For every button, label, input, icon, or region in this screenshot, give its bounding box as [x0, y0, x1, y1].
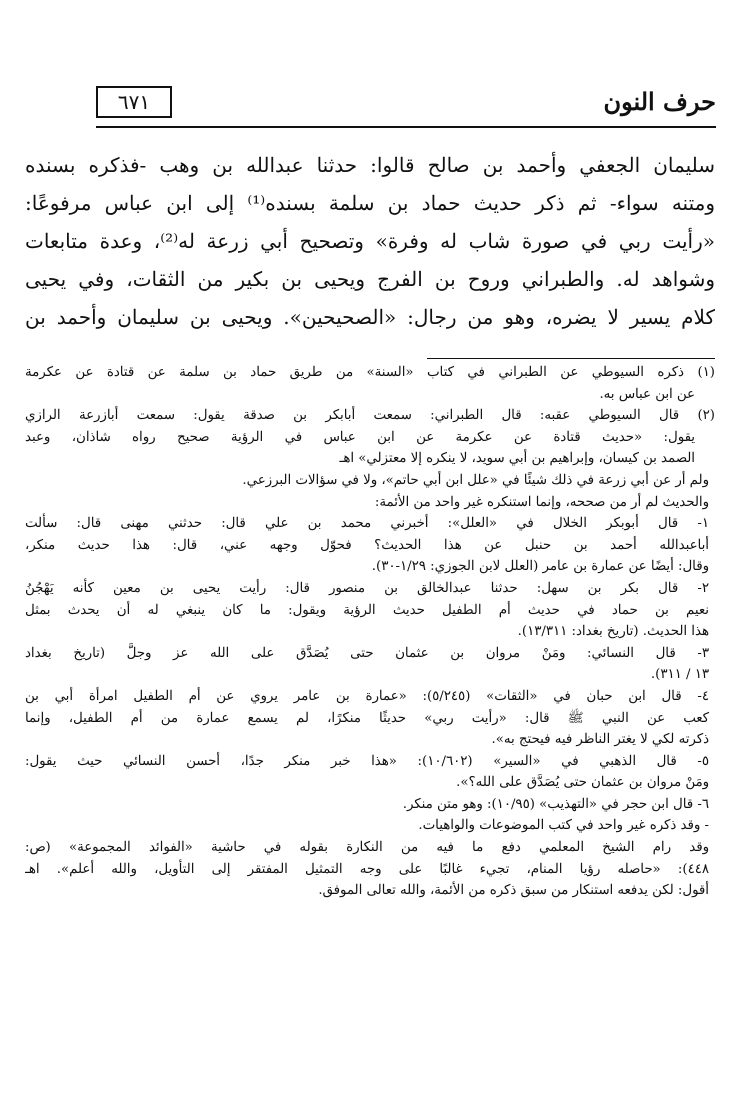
page-header — [96, 84, 716, 120]
footnote-line: ٤٤٨): «حاصله رؤيا المنام، تجيء غالبًا على وجه التمثيل المفتقر إلى التأويل، والله أعلم». اهـ — [25, 861, 709, 877]
body-line: سليمان الجعفي وأحمد بن صالح قالوا: حدثنا عبدالله بن وهب -فذكره بسنده — [25, 153, 715, 177]
footnote-separator — [427, 358, 715, 359]
header-rule — [96, 126, 716, 128]
footnote-line: ١- قال أبوبكر الخلال في «العلل»: أخبرني محمد بن علي قال: حدثني مهنى قال: سألت — [25, 516, 709, 532]
footnote-line: يقول: «حديث قتادة عن عكرمة عن ابن عباس في الرؤية صحيح رواه شاذان، وعبد — [25, 429, 695, 445]
footnote-line: ومَنْ مروان بن عثمان حتى يُصَدَّق على الله؟». — [456, 775, 709, 791]
footnote-line: وقد رام الشيخ المعلمي دفع ما فيه من النكارة بقوله في حاشية «الفوائد المجموعة» (ص: — [25, 840, 709, 856]
main-text — [25, 146, 715, 336]
body-line: كلام يسير لا يضره، وهو من رجال: «الصحيحين». ويحيى بن سليمان وأحمد بن — [25, 305, 715, 329]
footnote-line: أباعبدالله أحمد بن حنبل عن هذا الحديث؟ فحوّل وجهه عني، قال: هذا حديث منكر، — [25, 537, 709, 553]
footnote-line: والحديث لم أر من صححه، وإنما استنكره غير واحد من الأئمة: — [374, 494, 709, 510]
body-line: «رأيت ربي في صورة شاب له وفرة» وتصحيح أبي زرعة له⁽²⁾، وعدة متابعات — [25, 229, 715, 253]
running-title: حرف النون — [603, 87, 716, 116]
footnote-line: ٥- قال الذهبي في «السير» (١٠/٦٠٢): «هذا خبر منكر جدًا، أحسن النسائي حيث يقول: — [25, 753, 709, 769]
footnote-line: ٦- قال ابن حجر في «التهذيب» (١٠/٩٥): وهو متن منكر. — [402, 796, 709, 812]
footnote-line: نعيم بن حماد في حديث أم الطفيل حديث الرؤية ويقول: ما كان ينبغي له أن يحدث بمثل — [25, 602, 709, 618]
footnote-line: كعب عن النبي ﷺ قال: «رأيت ربي» حديثًا منكرًا، لم يسمع عمارة من أم الطفيل، وإنما — [25, 710, 709, 726]
footnote-line: (١) ذكره السيوطي عن الطبراني في كتاب «السنة» من طريق حماد بن سلمة عن قتادة عن عكرمة — [25, 365, 715, 380]
footnotes — [25, 362, 715, 902]
body-line: وشواهد له. والطبراني وروح بن الفرج ويحيى بن بكير من الثقات، وفي يحيى — [25, 267, 715, 291]
footnote-line: ذكرته لكي لا يغتر الناظر فيه فيحتج به». — [491, 732, 709, 748]
footnote-line: (٢) قال السيوطي عقبه: قال الطبراني: سمعت أبابكر بن صدقة يقول: سمعت أبازرعة الرازي — [25, 408, 715, 424]
footnote-line: الصمد بن كيسان، وإبراهيم بن أبي سويد، لا ينكره إلا معتزلي» اهـ — [339, 451, 695, 467]
footnote-line: عن ابن عباس به. — [599, 386, 695, 402]
footnote-line: ١٣ / ٣١١). — [650, 667, 709, 683]
footnote-line: ٣- قال النسائي: ومَنْ مروان بن عثمان حتى يُصَدَّق على الله عز وجلَّ (تاريخ بغداد — [25, 645, 709, 661]
page-number: ٦٧١ — [96, 86, 172, 118]
footnote-line: ولم أر عن أبي زرعة في ذلك شيئًا في «علل ابن أبي حاتم»، ولا في سؤالات البرزعي. — [242, 472, 709, 488]
footnote-line: أقول: لكن يدفعه استنكار من سبق ذكره من الأئمة، والله تعالى الموفق. — [318, 883, 709, 899]
body-line: ومتنه سواء- ثم ذكر حديث حماد بن سلمة بسنده⁽¹⁾ إلى ابن عباس مرفوعًا: — [25, 191, 715, 215]
footnote-line: ٢- قال بكر بن سهل: حدثنا عبدالخالق بن منصور قال: رأيت يحيى بن معين كأنه يَهْجُنُ — [25, 580, 709, 596]
footnote-line: وقال: أيضًا عن عمارة بن عامر (العلل لابن الجوزي: ١/٢٩-٣٠). — [371, 559, 709, 575]
footnote-line: هذا الحديث. (تاريخ بغداد: ١٣/٣١١). — [517, 624, 709, 640]
footnote-line: ٤- قال ابن حبان في «الثقات» (٥/٢٤٥): «عمارة بن عامر يروي عن أم الطفيل امرأة أبي بن — [25, 688, 709, 704]
footnote-line: - وقد ذكره غير واحد في كتب الموضوعات والواهيات. — [418, 818, 709, 834]
